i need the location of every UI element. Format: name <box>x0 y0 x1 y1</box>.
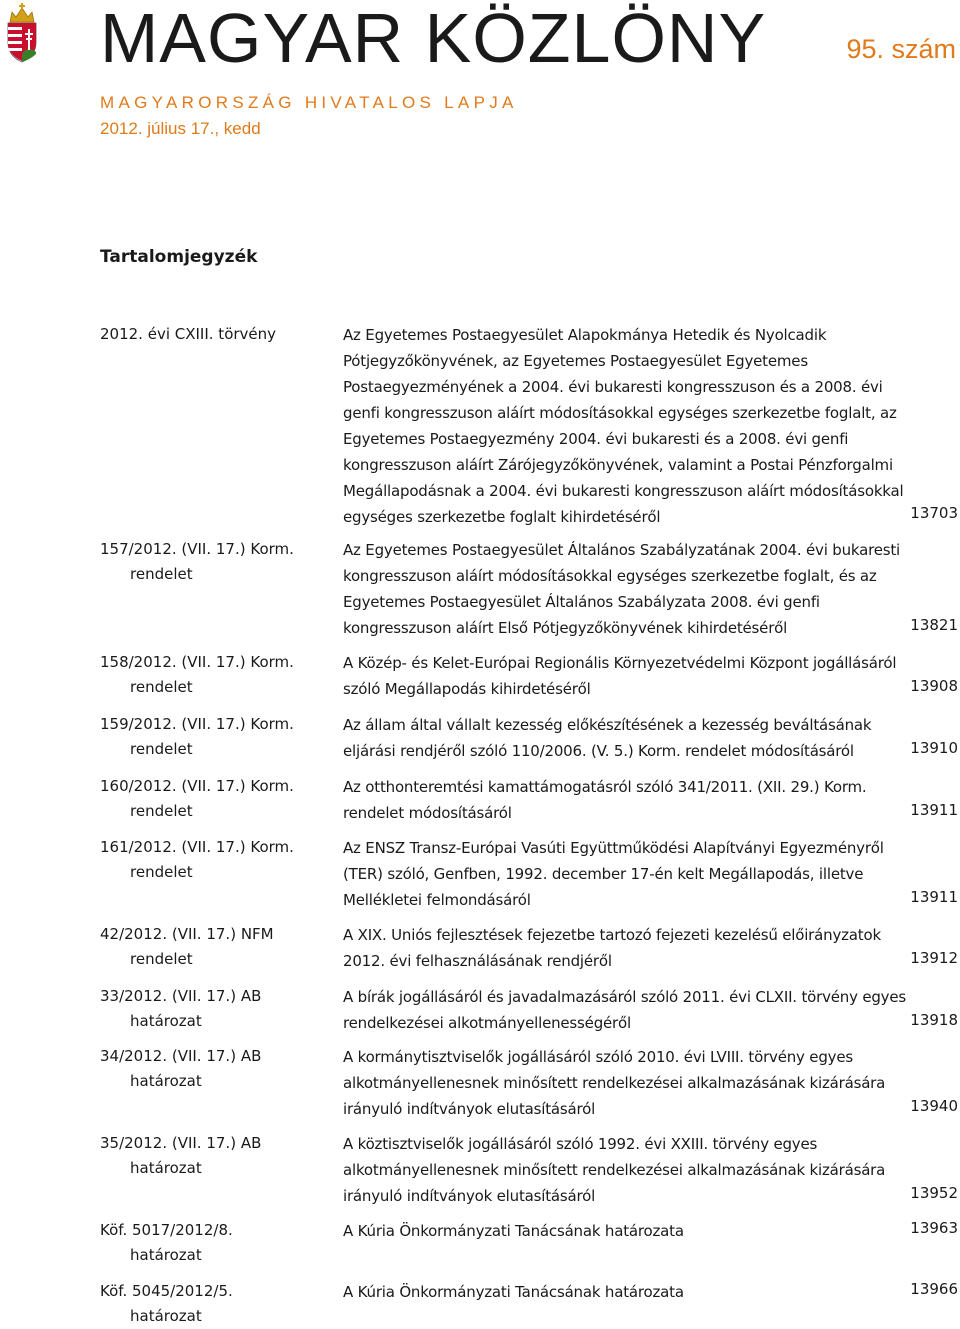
entry-description: Az Egyetemes Postaegyesület Általános Szabályzatának 2004. évi bukaresti kongresszuson aláírt módosításokkal egységes szerkezetbe foglalt, és az Egyetemes Postaegyesület Általános Szabályzata 2008. évi genfi kongresszuson aláírt Első Pótjegyzőkönyvének kihirdetéséről <box>343 541 901 637</box>
entry-reference: 159/2012. (VII. 17.) Korm. <box>100 715 294 733</box>
entry-reference: 157/2012. (VII. 17.) Korm. <box>100 540 294 558</box>
entry-type: rendelet <box>130 863 193 881</box>
entry-page: 13912 <box>910 949 958 967</box>
entry-description: A kormánytisztviselők jogállásáról szóló 2010. évi LVIII. törvény egyes alkotmányellenesnek minősített rendelkezései alkalmazásának kizárására irányuló indítványok elutasításáról <box>343 1048 886 1118</box>
entry-type: határozat <box>130 1012 202 1030</box>
entry-description: Az állam által vállalt kezesség előkészítésének a kezesség beváltásának eljárási rendjéről szóló 110/2006. (V. 5.) Korm. rendelet módosításáról <box>343 716 872 760</box>
entry-reference: 42/2012. (VII. 17.) NFM <box>100 925 274 943</box>
entry-type: rendelet <box>130 678 193 696</box>
entry-type: határozat <box>130 1072 202 1090</box>
entry-reference: Köf. 5045/2012/5. <box>100 1282 233 1300</box>
entry-page: 13952 <box>910 1184 958 1202</box>
toc-heading: Tartalomjegyzék <box>100 247 258 267</box>
entry-description: A köztisztviselők jogállásáról szóló 1992. évi XXIII. törvény egyes alkotmányellenesnek minősített rendelkezései alkalmazásának kizárására irányuló indítványok elutasításáról <box>343 1135 886 1205</box>
entry-type: határozat <box>130 1307 202 1325</box>
entry-page: 13940 <box>910 1097 958 1115</box>
issue-number: 95. szám <box>846 34 956 64</box>
entry-page: 13911 <box>910 801 958 819</box>
entry-description: A Kúria Önkormányzati Tanácsának határozata <box>343 1283 684 1301</box>
entry-description: A XIX. Uniós fejlesztések fejezetbe tartozó fejezeti kezelésű előirányzatok 2012. évi felhasználásának rendjéről <box>343 926 881 970</box>
entry-type: rendelet <box>130 950 193 968</box>
entry-reference: 158/2012. (VII. 17.) Korm. <box>100 653 294 671</box>
entry-description: A Kúria Önkormányzati Tanácsának határozata <box>343 1222 684 1240</box>
publication-date: 2012. július 17., kedd <box>100 119 261 138</box>
entry-page: 13963 <box>910 1219 958 1237</box>
entry-page: 13908 <box>910 677 958 695</box>
entry-page: 13918 <box>910 1011 958 1029</box>
entry-reference: 160/2012. (VII. 17.) Korm. <box>100 777 294 795</box>
entry-description: Az otthonteremtési kamattámogatásról szóló 341/2011. (XII. 29.) Korm. rendelet módosításáról <box>343 778 867 822</box>
entry-description: A bírák jogállásáról és javadalmazásáról szóló 2011. évi CLXII. törvény egyes rendelkezései alkotmányellenességéről <box>343 988 906 1032</box>
entry-type: rendelet <box>130 802 193 820</box>
entry-reference: 35/2012. (VII. 17.) AB <box>100 1134 262 1152</box>
entry-description: A Közép- és Kelet-Európai Regionális Környezetvédelmi Központ jogállásáról szóló Megállapodás kihirdetéséről <box>343 654 897 698</box>
entry-reference: 33/2012. (VII. 17.) AB <box>100 987 262 1005</box>
entry-type: határozat <box>130 1159 202 1177</box>
entry-reference: Köf. 5017/2012/8. <box>100 1221 233 1239</box>
entry-page: 13911 <box>910 888 958 906</box>
entry-description: Az ENSZ Transz-Európai Vasúti Együttműködési Alapítványi Egyezményről (TER) szóló, Genfben, 1992. december 17-én kelt Megállapodás, illetve Mellékletei felmondásáról <box>343 839 884 909</box>
entry-type: rendelet <box>130 565 193 583</box>
entry-page: 13703 <box>910 504 958 522</box>
entry-page: 13821 <box>910 616 958 634</box>
entry-type: rendelet <box>130 740 193 758</box>
entry-reference: 161/2012. (VII. 17.) Korm. <box>100 838 294 856</box>
entry-reference: 2012. évi CXIII. törvény <box>100 325 277 343</box>
entry-type: határozat <box>130 1246 202 1264</box>
entry-page: 13910 <box>910 739 958 757</box>
entry-page: 13966 <box>910 1280 958 1298</box>
publication-title: MAGYAR KÖZLÖNY <box>100 0 767 77</box>
entry-description: Az Egyetemes Postaegyesület Alapokmánya Hetedik és Nyolcadik Pótjegyzőkönyvének, az Egyetemes Postaegyesület Egyetemes Postaegyezményének a 2004. évi bukaresti kongresszuson és a 2008. évi genfi kongresszuson aláírt módosításokkal egységes szerkezetbe foglalt, az Egyetemes Postaegyezmény 2004. évi bukaresti és a 2008. évi genfi kongresszuson aláírt Zárójegyzőkönyvének, valamint a Postai Pénzforgalmi Megállapodásnak a 2004. évi bukaresti kongresszuson aláírt módosításokkal egységes szerkezetbe foglalt kihirdetéséről <box>343 326 904 526</box>
entry-reference: 34/2012. (VII. 17.) AB <box>100 1047 262 1065</box>
coat-of-arms-icon <box>4 2 40 64</box>
publication-subtitle: MAGYARORSZÁG HIVATALOS LAPJA <box>100 93 518 112</box>
